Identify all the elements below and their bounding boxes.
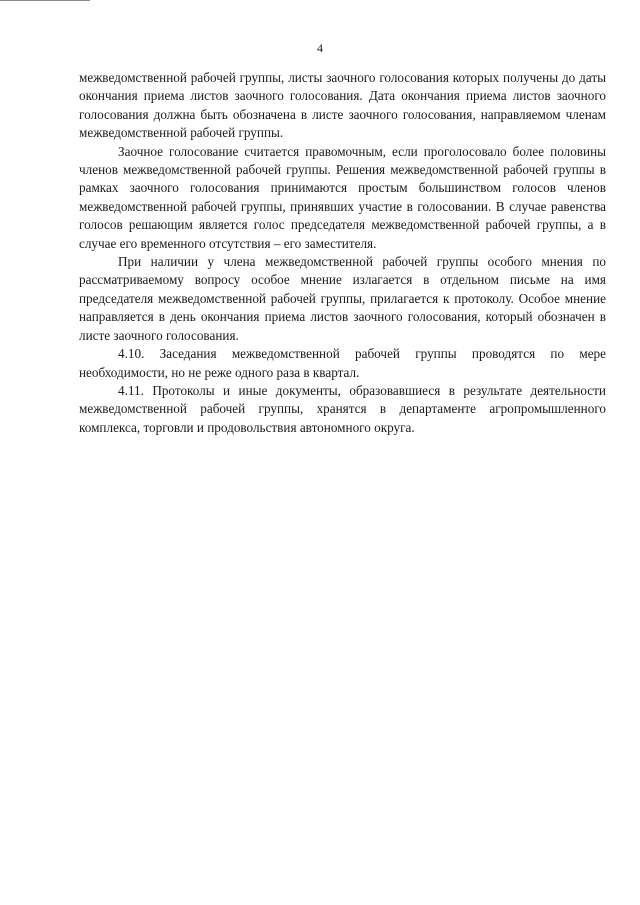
paragraph-continuation: межведомственной рабочей группы, листы заочного голосования которых получены до даты окончания приема листов заочного голосования. Дата окончания приема листов заочного голосования должна быть обозначена в листе заочного голосования, направляемом членам межведомственной рабочей группы.: [79, 70, 606, 141]
page-number: 4: [317, 41, 323, 55]
paragraph-4-11-document-storage: 4.11. Протоколы и иные документы, образовавшиеся в результате деятельности межведомственной рабочей группы, хранятся в департаменте агропромышленного комплекса, торговли и продовольствия автономного округа.: [79, 382, 606, 435]
document-body: [79, 69, 606, 437]
paragraph-absentee-voting-quorum: Заочное голосование считается правомочным, если проголосовало более половины членов межведомственной рабочей группы. Решения межведомственной рабочей группы в рамках заочного голосования принимаются простым большинством голосов членов межведомственной рабочей группы, принявших участие в голосовании. В случае равенства голосов решающим является голос председателя межведомственной рабочей группы, а в случае его временного отсутствия – его заместителя.: [79, 143, 606, 251]
paragraph-4-10-meeting-frequency: 4.10. Заседания межведомственной рабочей группы проводятся по мере необходимости, но не реже одного раза в квартал.: [79, 346, 606, 380]
top-edge-rule: [0, 0, 90, 1]
paragraph-special-opinion: При наличии у члена межведомственной рабочей группы особого мнения по рассматриваемому вопросу особое мнение излагается в отдельном письме на имя председателя межведомственной рабочей группы, прилагается к протоколу. Особое мнение направляется в день окончания приема листов заочного голосования, который обозначен в листе заочного голосования.: [79, 254, 606, 343]
